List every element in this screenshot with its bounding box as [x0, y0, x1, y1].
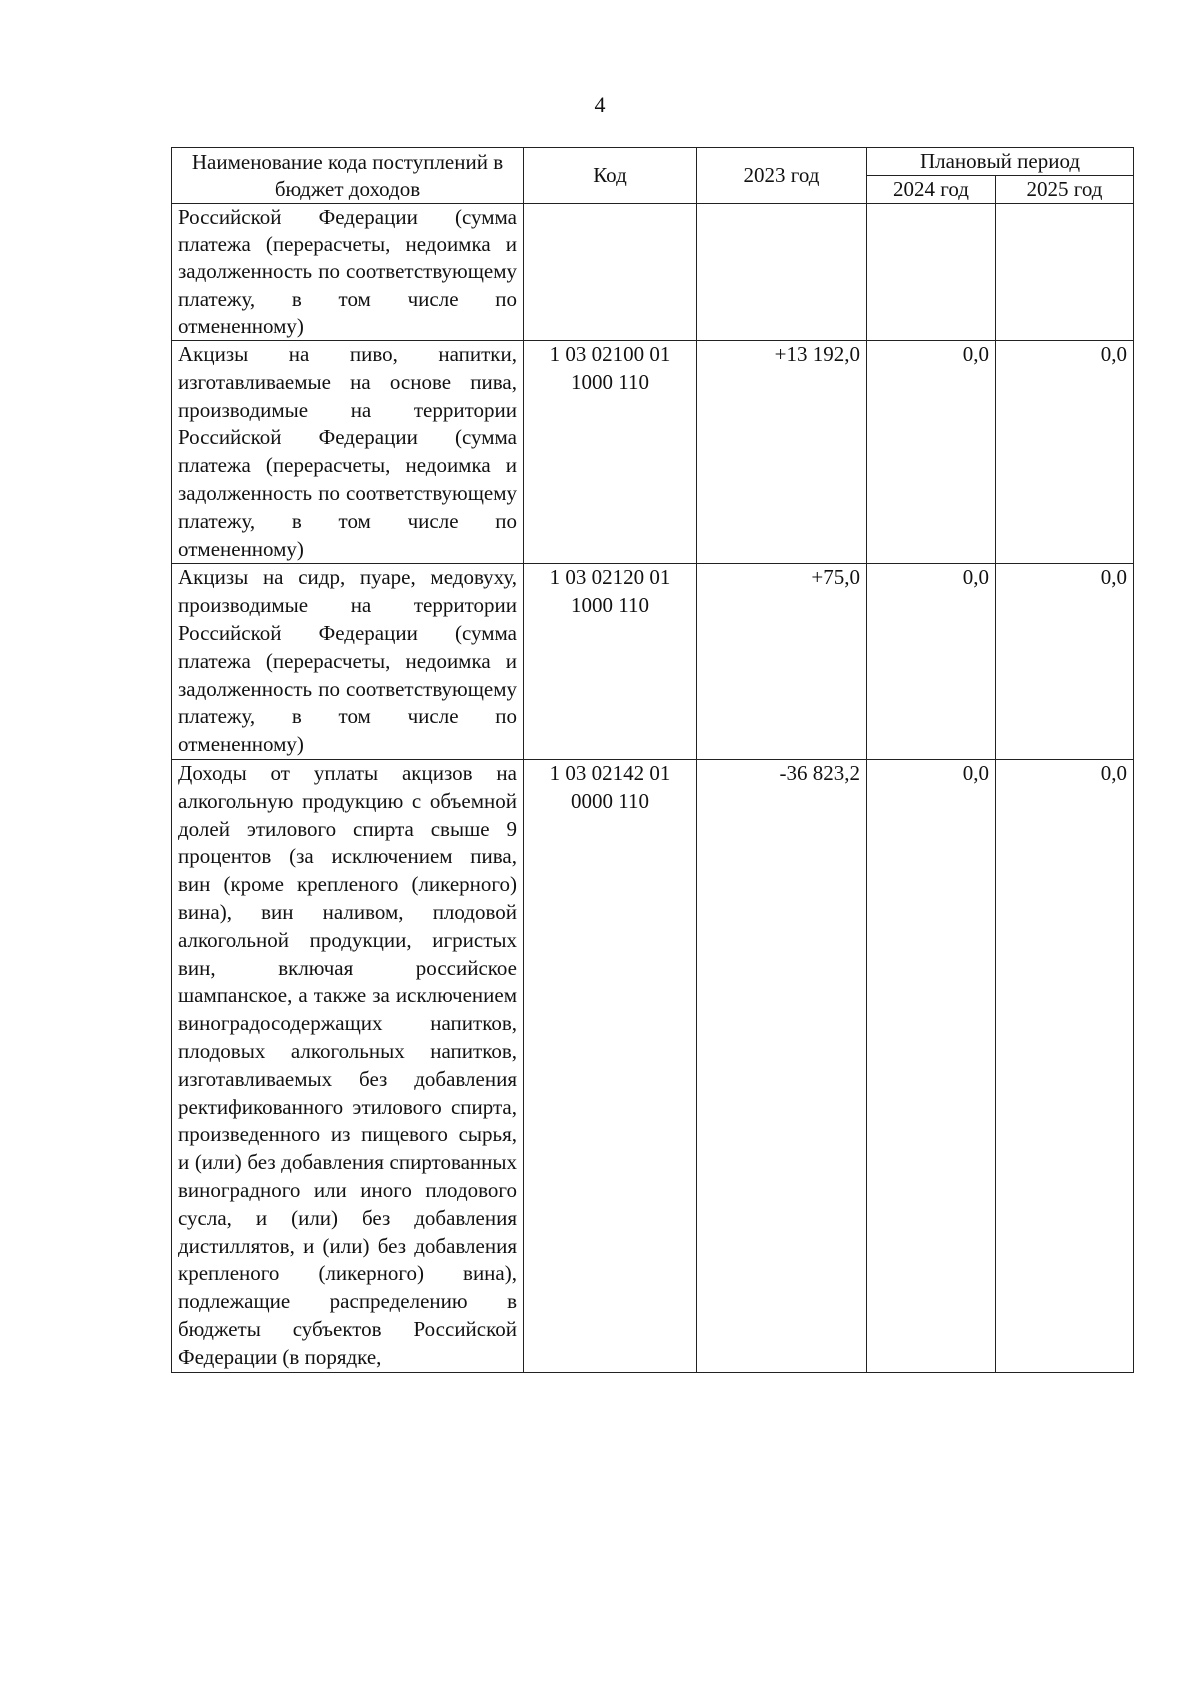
row-2025 [996, 204, 1134, 341]
row-name: Российской Федерации (сумма платежа (перерасчеты, недоимка и задолженность по соответствующему платежу, в том числе по отмененному) [172, 204, 524, 341]
row-2023 [697, 204, 867, 341]
row-2024 [867, 204, 996, 341]
row-code: 1 03 02120 01 1000 110 [524, 564, 697, 760]
row-name: Акцизы на сидр, пуаре, медовуху, производимые на территории Российской Федерации (сумма платежа (перерасчеты, недоимка и задолженность по соответствующему платежу, в том числе по отмененному) [172, 564, 524, 760]
header-2023: 2023 год [697, 148, 867, 204]
row-2023: +75,0 [697, 564, 867, 760]
row-code [524, 204, 697, 341]
header-code: Код [524, 148, 697, 204]
table-row [172, 204, 1134, 341]
row-code: 1 03 02100 01 1000 110 [524, 341, 697, 564]
row-code: 1 03 02142 01 0000 110 [524, 759, 697, 1372]
page-number: 4 [594, 92, 606, 117]
row-2025: 0,0 [996, 759, 1134, 1372]
table-row [172, 341, 1134, 564]
header-planning-period: Плановый период [867, 148, 1134, 176]
header-2024: 2024 год [867, 176, 996, 204]
row-2025: 0,0 [996, 341, 1134, 564]
header-name: Наименование кода поступлений в бюджет доходов [172, 148, 524, 204]
table-header [172, 148, 1134, 204]
table-row [172, 759, 1134, 1372]
row-2024: 0,0 [867, 759, 996, 1372]
row-2024: 0,0 [867, 564, 996, 760]
row-2025: 0,0 [996, 564, 1134, 760]
row-2024: 0,0 [867, 341, 996, 564]
row-name: Доходы от уплаты акцизов на алкогольную продукцию с объемной долей этилового спирта свыше 9 процентов (за исключением пива, вин (кроме крепленого (ликерного) вина), вин наливом, плодовой алкогольной продукции, игристых вин, включая российское шампанское, а также за исключением виноградосодержащих напитков, плодовых алкогольных напитков, изготавливаемых без добавления ректификованного этилового спирта, произведенного из пищевого сырья, и (или) без добавления спиртованных виноградного или иного плодового сусла, и (или) без добавления дистиллятов, и (или) без добавления крепленого (ликерного) вина), подлежащие распределению в бюджеты субъектов Российской Федерации (в порядке, [172, 759, 524, 1372]
row-name: Акцизы на пиво, напитки, изготавливаемые на основе пива, производимые на территории Российской Федерации (сумма платежа (перерасчеты, недоимка и задолженность по соответствующему платежу, в том числе по отмененному) [172, 341, 524, 564]
table-row [172, 564, 1134, 760]
revenue-table [171, 147, 1134, 1373]
row-2023: +13 192,0 [697, 341, 867, 564]
header-2025: 2025 год [996, 176, 1134, 204]
row-2023: -36 823,2 [697, 759, 867, 1372]
